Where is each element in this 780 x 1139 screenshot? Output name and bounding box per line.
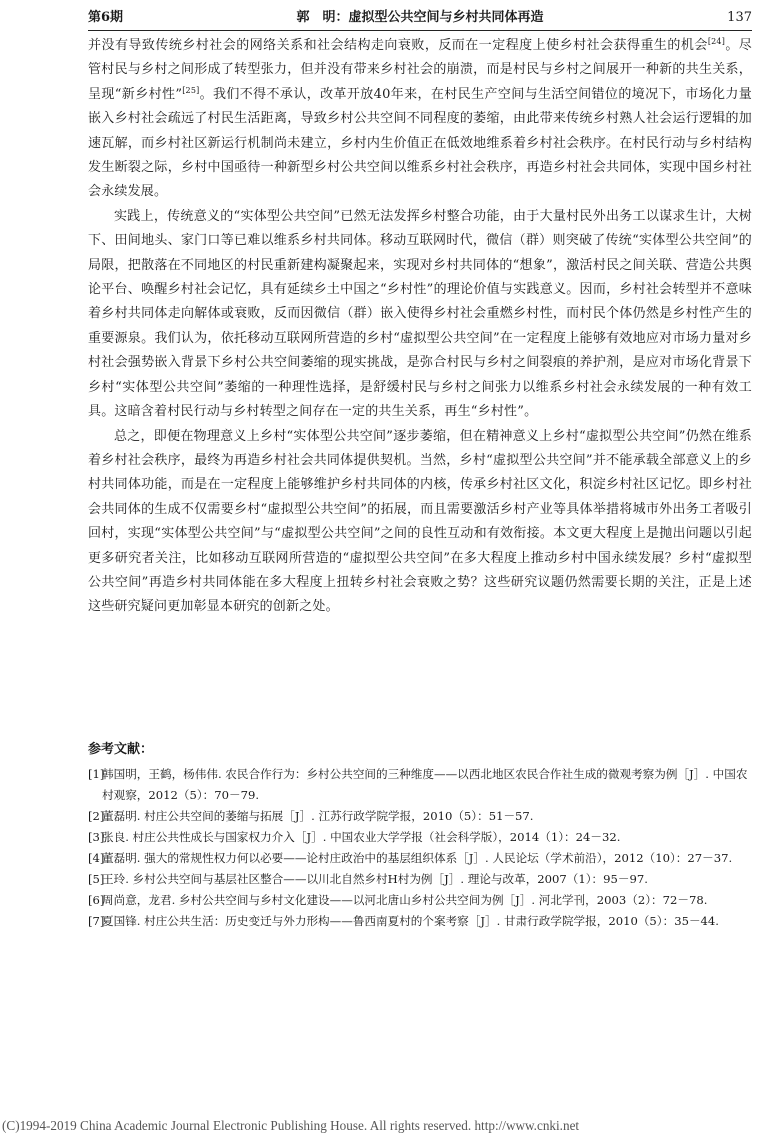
reference-item <box>88 911 752 932</box>
reference-item <box>88 869 752 890</box>
article-title: 郭 明：虚拟型公共空间与乡村共同体再造 <box>296 10 544 25</box>
reference-number: [7] <box>88 914 105 928</box>
reference-text: 董磊明. 村庄公共空间的萎缩与拓展［J］. 江苏行政学院学报，2010（5）：51－57. <box>102 809 534 823</box>
reference-number: [4] <box>88 851 105 865</box>
reference-item <box>88 848 752 869</box>
reference-number: [3] <box>88 830 105 844</box>
reference-number: [6] <box>88 893 105 907</box>
paragraph-1-part-b: 。尽管村民与乡村之间形成了转型张力，但并没有带来乡村社会的崩溃，而是村民与乡村之间展开一种新的共生关系，呈现“新乡村性” <box>88 38 752 102</box>
header-divider <box>88 30 752 31</box>
citation-24: [24] <box>707 37 726 46</box>
running-header <box>88 6 752 30</box>
reference-text: 夏国锋. 村庄公共生活：历史变迁与外力形构——鲁西南夏村的个案考察［J］. 甘肃行政学院学报，2010（5）：35－44. <box>102 914 719 928</box>
paragraph-1-part-c: 。我们不得不承认，改革开放40年来，在村民生产空间与生活空间错位的境况下，市场化力量嵌入乡村社会疏远了村民生活距离，导致乡村公共空间不同程度的萎缩，由此带来传统乡村熟人社会运行逻辑的加速瓦解，而乡村社区新运行机制尚未建立，乡村内生价值正在低效地维系着乡村社会秩序。在村民行动与乡村结构发生断裂之际，乡村中国亟待一种新型乡村公共空间以维系乡村社会秩序，再造乡村社会共同体，实现中国乡村社会永续发展。 <box>88 86 752 200</box>
copyright-footer: (C)1994-2019 China Academic Journal Electronic Publishing House. All rights reserved. http://www.cnki.net <box>2 1118 580 1133</box>
citation-25: [25] <box>182 85 200 95</box>
page-number: 137 <box>727 10 752 25</box>
references-list <box>88 764 752 932</box>
paragraph-1 <box>88 34 752 205</box>
reference-text: 周尚意，龙君. 乡村公共空间与乡村文化建设——以河北唐山乡村公共空间为例［J］. 河北学刊，2003（2）：72－78. <box>102 893 708 907</box>
reference-item <box>88 890 752 911</box>
reference-item <box>88 806 752 827</box>
reference-number: [1] <box>88 767 105 781</box>
reference-text: 张良. 村庄公共性成长与国家权力介入［J］. 中国农业大学学报（社会科学版），2014（1）：24－32. <box>102 830 621 844</box>
reference-text: 韩国明，王鹤，杨伟伟. 农民合作行为：乡村公共空间的三种维度——以西北地区农民合作社生成的微观考察为例［J］. 中国农村观察，2012（5）：70－79. <box>102 767 748 802</box>
reference-number: [2] <box>88 809 105 823</box>
reference-text: 王玲. 乡村公共空间与基层社区整合——以川北自然乡村H村为例［J］. 理论与改革，2007（1）：95－97. <box>102 872 648 886</box>
paragraph-3: 总之，即便在物理意义上乡村“实体型公共空间”逐步萎缩，但在精神意义上乡村“虚拟型公共空间”仍然在维系着乡村社会秩序，最终为再造乡村社会共同体提供契机。当然，乡村“虚拟型公共空间”并不能承载全部意义上的乡村共同体功能，而是在一定程度上能够维护乡村共同体的内核，传承乡村社区文化，积淀乡村社区记忆。即乡村社会共同体的生成不仅需要乡村“虚拟型公共空间”的拓展，而且需要激活乡村产业等具体举措将城市外出务工者吸引回村，实现“实体型公共空间”与“虚拟型公共空间”之间的良性互动和有效衔接。本文更大程度上是抛出问题以引起更多研究者关注，比如移动互联网所营造的“虚拟型公共空间”在多大程度上推动乡村中国永续发展？乡村“虚拟型公共空间”再造乡村共同体能在多大程度上扭转乡村社会衰败之势？这些研究议题仍然需要长期的关注，正是上述这些研究疑问更加彰显本研究的创新之处。 <box>88 428 752 615</box>
references-heading: 参考文献： <box>88 742 154 757</box>
paragraph-2: 实践上，传统意义的“实体型公共空间”已然无法发挥乡村整合功能，由于大量村民外出务工以谋求生计，大树下、田间地头、家门口等已难以维系乡村共同体。移动互联网时代，微信（群）则突破了传统“实体型公共空间”的局限，把散落在不同地区的村民重新建构凝聚起来，实现对乡村共同体的“想象”，激活村民之间关联、营造公共舆论平台、唤醒乡村社会记忆，具有延续乡土中国之“乡村性”的理论价值与实践意义。因而，乡村社会转型并不意味着乡村共同体走向解体或衰败，反而因微信（群）嵌入使得乡村社会重燃乡村性，而村民个体仍然是乡村性产生的重要源泉。我们认为，依托移动互联网所营造的乡村“虚拟型公共空间”在一定程度上能够有效地应对市场力量对乡村社会强势嵌入背景下乡村公共空间萎缩的现实挑战，是弥合村民与乡村之间裂痕的养护剂，是应对市场化背景下乡村“实体型公共空间”萎缩的一种理性选择，是舒缓村民与乡村之间张力以维系乡村社会永续发展的一种有效工具。这暗含着村民行动与乡村转型之间存在一定的共生关系，再生“乡村性”。 <box>88 208 752 420</box>
reference-item <box>88 827 752 848</box>
reference-text: 董磊明. 强大的常规性权力何以必要——论村庄政治中的基层组织体系［J］. 人民论坛（学术前沿），2012（10）：27－37. <box>102 851 733 865</box>
body-text <box>88 34 752 620</box>
reference-number: [5] <box>88 872 105 886</box>
paragraph-1-part-a: 并没有导致传统乡村社会的网络关系和社会结构走向衰败，反而在一定程度上使乡村社会获得重生的机会 <box>88 38 708 53</box>
issue-label: 第6期 <box>88 10 124 25</box>
reference-item <box>88 764 752 806</box>
